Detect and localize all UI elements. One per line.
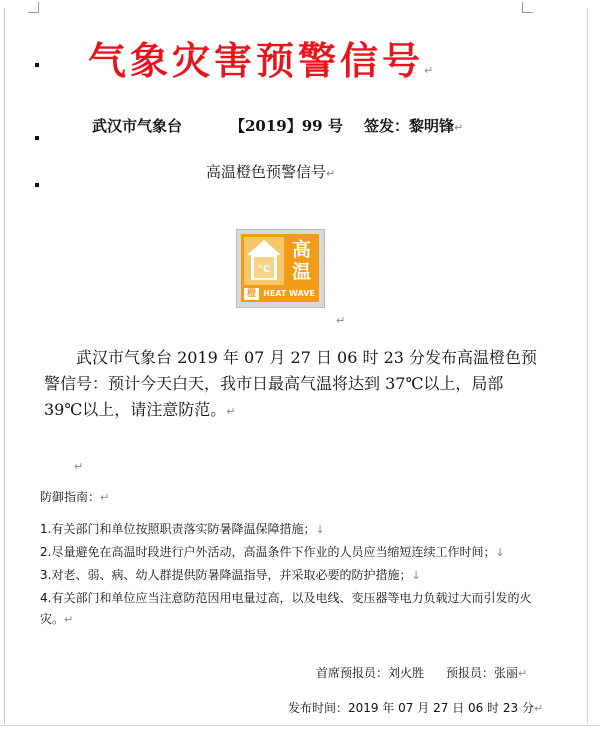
paragraph-mark: ↵ — [336, 314, 346, 327]
list-item — [40, 588, 540, 630]
warning-subtitle — [206, 162, 335, 184]
page-right-edge — [587, 8, 588, 724]
heat-wave-caption: HEAT WAVE — [263, 289, 315, 298]
page-corner-mark-left — [28, 2, 39, 13]
warning-body-text: 武汉市气象台 2019 年 07 月 27 日 06 时 23 分发布高温橙色预警信号：预计今天白天，我市日最高气温将达到 37℃以上，局部 39℃以上，请注意防范。 — [44, 348, 538, 419]
chief-forecaster: 首席预报员：刘火胜 — [316, 666, 425, 680]
heat-characters — [287, 237, 316, 285]
list-item — [40, 519, 540, 540]
guide-item-text: 4.有关部门和单位应当注意防范因用电量过高，以及电线、变压器等电力负载过大而引发的火灾。 — [40, 591, 532, 626]
line-break-mark: ↓ — [411, 569, 421, 582]
high-temperature-orange-warning-icon — [236, 229, 325, 308]
guide-item-text: 3.对老、弱、病、幼人群提供防暑降温指导，并采取必要的防护措施； — [40, 568, 412, 582]
warning-body — [44, 345, 544, 425]
warning-icon-body — [241, 234, 319, 302]
defense-guide-title — [40, 488, 109, 507]
list-item — [40, 542, 540, 563]
headline-text: 气象灾害预警信号 — [88, 38, 425, 83]
guide-item-text: 2.尽量避免在高温时段进行户外活动，高温条件下作业的人员应当缩短连续工作时间； — [40, 545, 496, 559]
signer — [364, 116, 463, 138]
paragraph-mark: ↵ — [326, 167, 336, 180]
signer-text: 签发：黎明锋 — [364, 117, 455, 135]
line-break-mark: ↓ — [315, 523, 325, 536]
paragraph-mark: ↵ — [518, 667, 528, 680]
document-number: 【2019】99 号 — [230, 117, 343, 135]
paragraph-bullet — [35, 63, 39, 67]
forecaster: 预报员：张丽 — [446, 666, 519, 680]
line-break-mark: ↓ — [495, 546, 505, 559]
warning-headline — [88, 36, 488, 96]
paragraph-mark: ↵ — [100, 491, 110, 504]
issuer-name: 武汉市气象台 — [92, 117, 183, 135]
publish-time — [288, 699, 543, 718]
paragraph-bullet — [35, 136, 39, 140]
paragraph-mark: ↵ — [226, 405, 236, 418]
paragraph-mark: ↵ — [74, 460, 84, 473]
paragraph-mark: ↵ — [533, 702, 544, 715]
thermometer-house-icon — [244, 237, 284, 285]
page-left-edge — [4, 8, 5, 724]
guide-item-text: 1.有关部门和单位按照职责落实防暑降温保障措施； — [40, 522, 316, 536]
paragraph-mark: ↵ — [64, 613, 74, 626]
defense-guide-list — [40, 519, 540, 632]
paragraph-mark: ↵ — [454, 121, 464, 134]
temperature-unit: °C — [257, 264, 271, 275]
list-item — [40, 565, 540, 586]
paragraph-bullet — [35, 183, 39, 187]
subtitle-text: 高温橙色预警信号 — [206, 163, 327, 181]
heat-character-2: 温 — [291, 261, 311, 283]
paragraph-mark: ↵ — [424, 64, 438, 77]
page-bottom-edge — [0, 725, 600, 726]
forecasters — [316, 664, 527, 683]
publish-time-text: 发布时间：2019 年 07 月 27 日 06 时 23 分 — [288, 701, 534, 715]
warning-level-label: 橙 — [244, 288, 259, 300]
page-corner-mark-right — [522, 2, 533, 13]
guide-title-text: 防御指南： — [40, 490, 101, 504]
heat-character-1: 高 — [291, 239, 311, 261]
